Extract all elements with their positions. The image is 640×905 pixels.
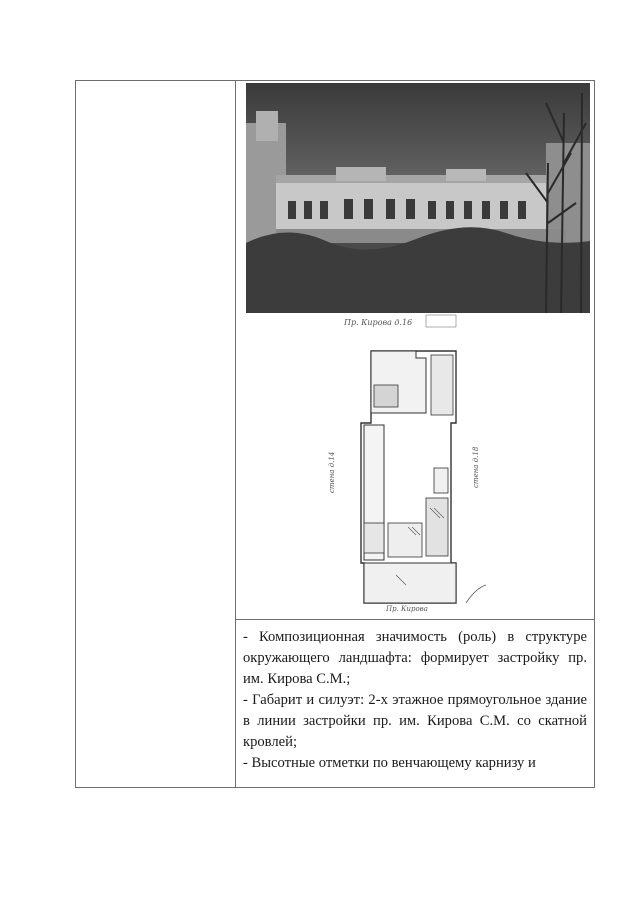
height-paragraph: - Высотные отметки по венчающему карнизу и <box>243 755 536 771</box>
row-divider <box>236 619 594 620</box>
svg-text:стена д.18: стена д.18 <box>472 446 480 488</box>
svg-text:Пр. Кирова: Пр. Кирова <box>386 605 428 613</box>
building-photo <box>246 83 590 313</box>
info-table <box>75 80 595 788</box>
svg-text:Пр. Кирова д.16: Пр. Кирова д.16 <box>344 318 413 327</box>
composition-paragraph: - Композиционная значимость (роль) в структуре окружающего ландшафта: формирует застройку пр. им. Кирова С.М.; <box>243 629 587 687</box>
dimensions-paragraph: - Габарит и силуэт: 2-х этажное прямоугольное здание в линии застройки пр. им. Кирова С.М. со скатной кровлей; <box>243 692 587 750</box>
description-text <box>243 627 587 774</box>
site-plan-drawing <box>316 313 516 613</box>
table-right-cell <box>236 81 594 787</box>
table-left-cell <box>76 81 236 787</box>
svg-text:стена д.14: стена д.14 <box>328 451 336 493</box>
